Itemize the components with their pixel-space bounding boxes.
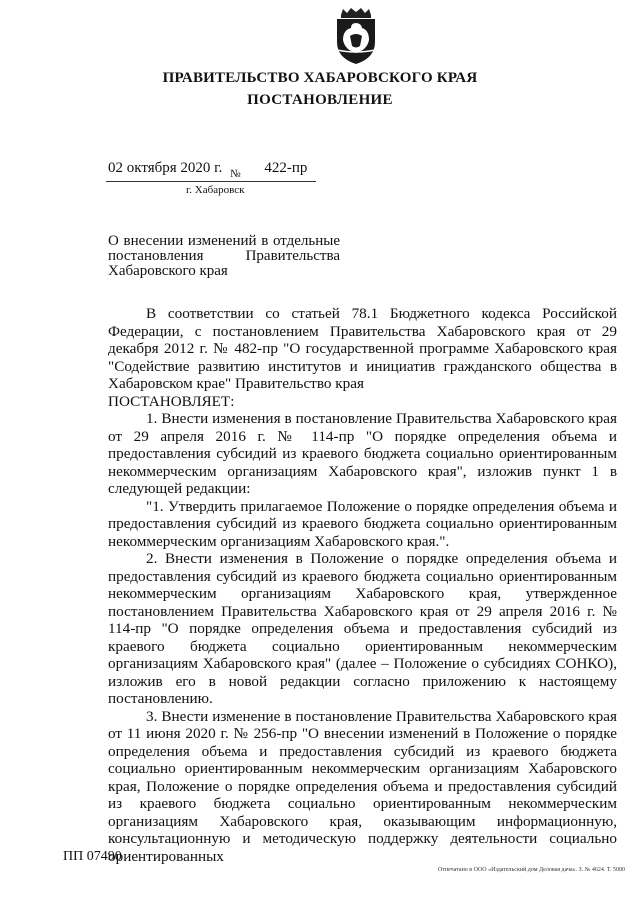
preamble-paragraph: В соответствии со статьей 78.1 Бюджетного кодекса Российской Федерации, с постановлением Правительства Хабаровского края от 29 декабря 2012 г. № 482-пр "О государственной программе Хабаровского края "Содействие развитию институтов и инициатив гражданского общества в Хабаровском крае" Правительство края [108, 305, 617, 392]
item-1-paragraph: 1. Внести изменения в постановление Правительства Хабаровского края от 29 апреля 2016 г. № 114-пр "О порядке определения объема и предоставления субсидий из краевого бюджета социально ориентированным некоммерческим организациям Хабаровского края", изложив пункт 1 в следующей редакции: [108, 410, 617, 497]
document-type-title: ПОСТАНОВЛЕНИЕ [247, 92, 393, 108]
printer-imprint: Отпечатано в ООО «Издательский дом Деловая дача». З. № 4624. Т. 5000 [438, 867, 625, 873]
document-date: 02 октября 2020 г. [108, 160, 223, 176]
document-subject: О внесении изменений в отдельные постановления Правительства Хабаровского края [108, 233, 340, 279]
document-city: г. Хабаровск [186, 184, 245, 196]
khabarovsk-coat-of-arms-icon [331, 6, 381, 66]
item-1-quote-paragraph: "1. Утвердить прилагаемое Положение о порядке определения объема и предоставления субсидий из краевого бюджета социально ориентированным некоммерческим организациям Хабаровского края.". [108, 497, 617, 550]
document-body [108, 305, 617, 865]
document-number: 422-пр [264, 160, 308, 176]
number-label: № [230, 168, 241, 180]
government-title: ПРАВИТЕЛЬСТВО ХАБАРОВСКОГО КРАЯ [162, 70, 478, 86]
item-2-paragraph: 2. Внести изменения в Положение о порядке определения объема и предоставления субсидий из краевого бюджета социально ориентированным некоммерческим организациям Хабаровского края, утвержденное постановлением Правительства Хабаровского края от 29 апреля 2016 г. № 114-пр "О порядке определения объема и предоставления субсидий из краевого бюджета социально ориентированным некоммерческим организациям Хабаровского края" (далее – Положение о субсидиях СОНКО), изложив его в новой редакции согласно приложению к настоящему постановлению. [108, 550, 617, 707]
document-code: ПП 07490 [63, 849, 122, 864]
date-underline [106, 181, 316, 182]
date-number-line [108, 160, 308, 180]
item-3-paragraph: 3. Внести изменение в постановление Правительства Хабаровского края от 11 июня 2020 г. № 256-пр "О внесении изменений в Положение о порядке определения объема и предоставления субсидий из краевого бюджета социально ориентированным некоммерческим организациям Хабаровского края, Положение о порядке определения объема и предоставления субсидий из краевого бюджета социально ориентированным некоммерческим организациям Хабаровского края, оказывающим информационную, консультационную и методическую поддержку деятельности социально ориентированных [108, 707, 617, 865]
resolves-heading: ПОСТАНОВЛЯЕТ: [108, 392, 235, 410]
